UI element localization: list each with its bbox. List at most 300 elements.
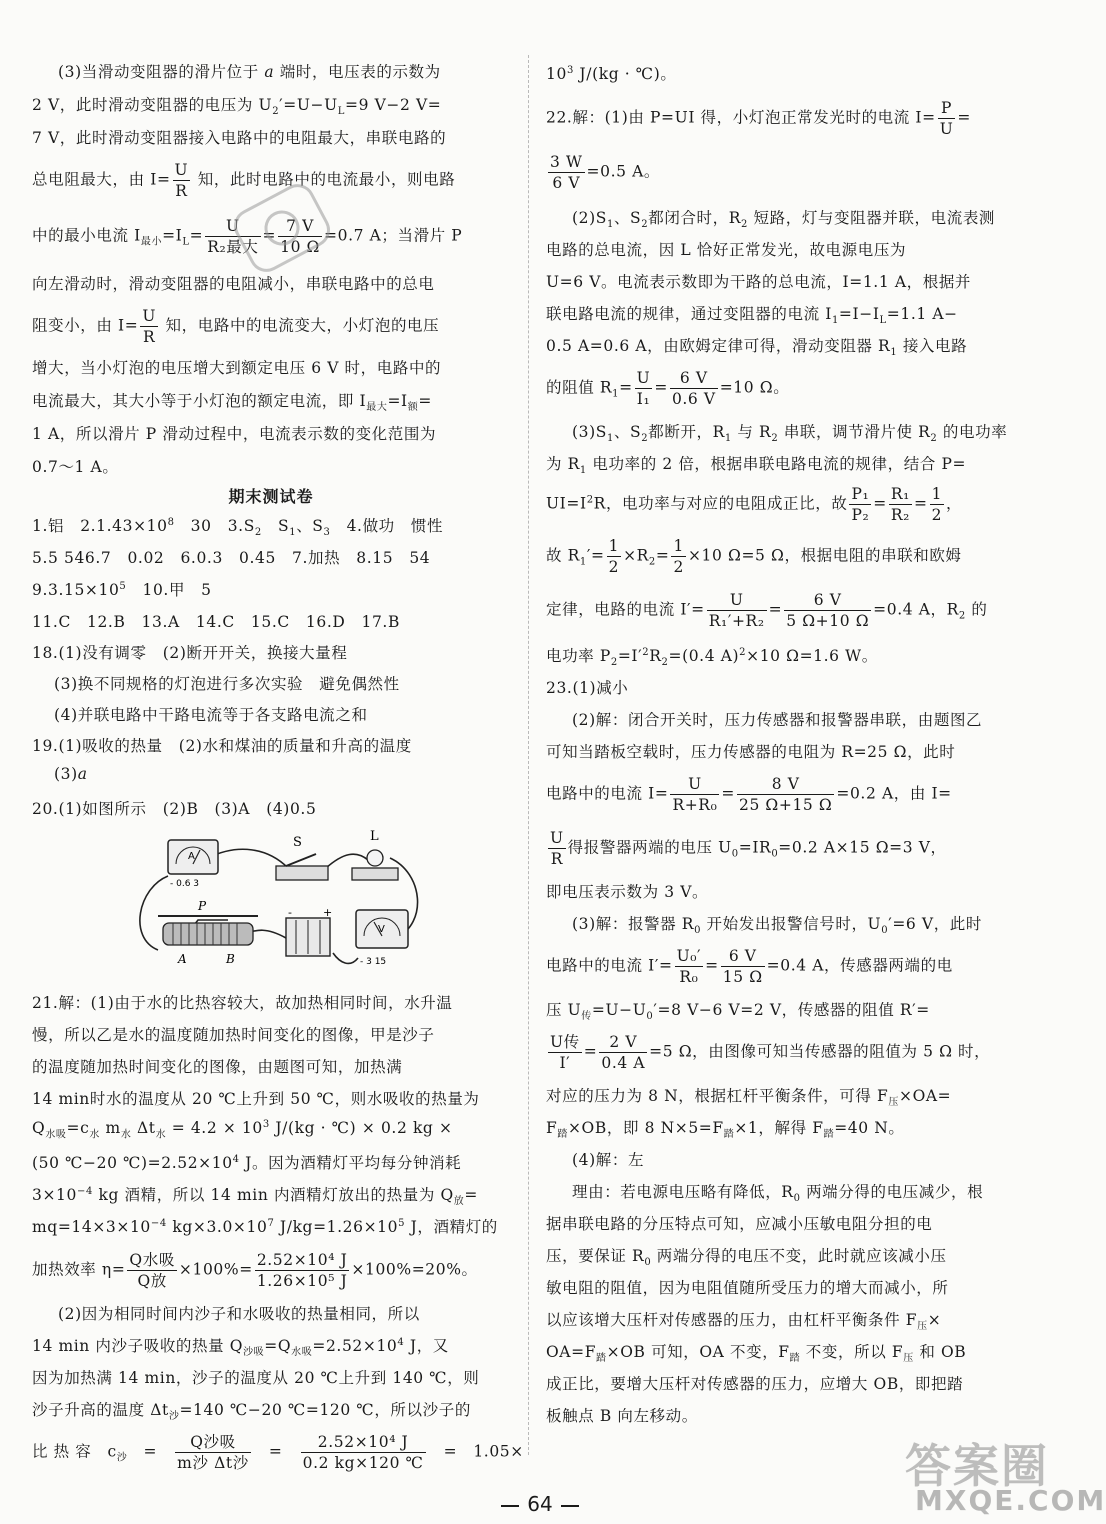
superscript: 5 [119,580,127,592]
text-run: 22.解：(1)由 P=UI 得，小灯泡正常发光时的电流 I= [546,108,936,127]
text-run: 都闭合时，R [648,209,742,227]
text-run: = [768,600,783,619]
italic-text: a [264,63,275,81]
text-run: =10 Ω。 [719,378,790,397]
fraction-numerator: 8 V [737,774,834,795]
column-divider [528,55,529,1455]
text-line [546,880,1046,902]
fraction-numerator: 6 V [721,946,765,967]
end-a-label: A [178,952,187,966]
text-run: UI=I [546,494,587,513]
fraction-numerator: 2.52×10⁴ J [256,1251,348,1269]
fraction [671,536,685,577]
subscript: 0 [731,848,739,860]
text-run: 比 热 容 c [32,1442,117,1461]
text-run: =0.4 A，R [873,600,959,619]
text-run: 30 3.S [174,517,255,535]
text-run: 0.7～1 A。 [32,458,119,476]
text-run: 10 [546,65,567,83]
fraction [707,590,767,631]
text-run: 慢，所以乙是水的温度随加热时间变化的图像，甲是沙子 [32,1026,435,1044]
fraction [255,1250,350,1291]
text-run: 沙子升高的温度 Δt [32,1401,169,1419]
subscript: 1 [289,527,297,539]
subscript: 水 [120,1129,132,1141]
fraction-numerator: 2.52×10⁴ J [301,1432,426,1453]
text-run: (3)换不同规格的灯泡进行多次实验 避免偶然性 [54,675,400,693]
text-run: =0.2 A，由 I= [836,784,952,803]
text-line [546,62,1046,84]
fraction-numerator: Q水吸 [129,1251,175,1269]
text-run: ×OB，即 8 N×5=F [567,1119,724,1137]
subscript: 水吸 [45,1129,67,1141]
text-run: = [127,1442,174,1461]
text-run: =I′ [617,647,643,665]
fraction [784,590,871,631]
fraction [548,1032,582,1073]
text-line [546,912,1072,936]
text-run: 、S [613,209,642,227]
text-line [546,1276,1046,1298]
fraction-denominator: 25 Ω+15 Ω [738,796,833,814]
fraction [175,1432,251,1473]
fraction-numerator: 2 V [599,1032,647,1053]
text-run: = 4.2 × 10 [166,1119,263,1138]
text-run: 定律，电路的电流 I′= [546,600,705,619]
text-run: 不变，所以 F [800,1343,904,1361]
fraction [607,536,621,577]
subscript: 沙 [116,1452,128,1464]
text-run: 电路的总电流，因 L 恰好正常发光，故电源电压为 [546,241,907,259]
end-b-label: B [226,952,235,966]
battery-icon [286,906,332,956]
text-run: 总电阻最大，由 I= [32,170,171,189]
text-run: 10.甲 5 [126,581,212,599]
subscript: 1 [831,315,839,327]
subscript: 2 [254,527,262,539]
subscript: 0 [771,848,779,860]
voltmeter-icon [356,910,408,967]
subscript: 水吸 [291,1347,313,1359]
fraction-denominator: P₂ [851,506,870,524]
text-run: =0.7 A；当滑片 P [324,226,463,245]
subscript: 踏 [723,1129,735,1141]
fraction [670,774,719,815]
text-run: 据串联电路的分压特点可知，应减小压敏电阻分担的电 [546,1215,933,1233]
text-run: 得报警器两端的电压 U [567,838,732,857]
section-heading [32,484,510,507]
fraction-denominator: 2 [673,558,684,576]
fraction [737,774,834,815]
text-line [32,389,510,413]
text-run: = [957,108,971,127]
text-run: 开始发出报警信号时，U [701,915,882,933]
text-line [32,455,510,477]
text-run: (4)解：左 [572,1151,645,1169]
fraction-numerator: 6 V [670,368,718,389]
text-run: 1 A，所以滑片 P 滑动过程中，电流表示数的变化范围为 [32,425,437,443]
text-run: 加热效率 η= [32,1260,126,1279]
text-run: 21.解：(1)由于水的比热容较大，故加热相同时间，水升温 [32,994,453,1012]
text-run: ′=8 V−6 V=2 V，传感器的阻值 R′= [653,1001,930,1019]
text-run: =I [387,392,408,410]
text-run: J，酒精灯的 [405,1218,498,1236]
text-run: 短路，灯与变阻器并联，电流表测 [748,209,996,227]
text-run: × [927,1311,942,1329]
text-line [546,1308,1046,1332]
superscript: 2 [642,646,650,658]
rheostat-icon [158,899,258,966]
text-line [32,703,532,725]
text-run: J/(kg · ℃)。 [573,65,677,83]
text-run: = [252,1442,299,1461]
text-run: 板触点 B 向左移动。 [546,1407,698,1425]
text-run: =0.4 A，传感器两端的电 [766,956,953,975]
fraction-denominator: 10 Ω [280,238,321,256]
fraction [889,484,912,525]
watermark-logo: 答案圈 [905,1439,1049,1493]
fraction-numerator: P [938,98,956,119]
fraction-denominator: 2 [931,506,943,524]
text-run: 因为加热满 14 min，沙子的温度从 20 ℃上升到 140 ℃，则 [32,1369,480,1387]
text-line [546,1212,1046,1234]
subscript: 2 [661,657,669,669]
text-run: 都断开，R [648,423,725,441]
fraction-denominator: R [175,182,188,200]
subscript: 1 [606,433,614,445]
fraction [721,946,765,987]
subscript: 1 [724,433,732,445]
text-run: (3)解：报警器 R [572,915,695,933]
text-run: =40 N。 [834,1119,905,1137]
fraction-numerator: 1 [608,537,620,555]
text-run: 电流最大，其大小等于小灯泡的额定电流，即 I [32,392,367,410]
text-run: 、S [296,517,324,535]
fraction [301,1432,426,1473]
switch-icon [276,835,328,880]
text-line [546,1340,1046,1364]
text-run: 的温度随加热时间变化的图像，由题图可知，加热满 [32,1058,403,1076]
subscript: 2 [771,433,779,445]
text-line [32,546,510,568]
text-run: 14 min时水的温度从 20 ℃上升到 50 ℃，则水吸收的热量为 [32,1090,480,1108]
subscript: 额 [407,402,419,414]
subscript: 2 [930,433,938,445]
fraction-denominator: R₀ [679,968,699,986]
text-run: Q [32,1119,46,1138]
subscript: 沙吸 [243,1347,265,1359]
superscript: 2 [586,494,594,506]
text-run: R，电功率与对应的电阻成正比，故 [593,494,848,513]
superscript: 2 [739,646,747,658]
text-line [32,306,510,347]
fraction-denominator: m沙 Δt沙 [177,1454,249,1472]
seal-logo [222,168,342,288]
text-run: 2 V，此时滑动变阻器的电压为 U [32,96,273,114]
subscript: 2 [958,610,966,622]
text-line [32,991,510,1013]
text-run: 可知当踏板空载时，压力传感器的电阻为 R=25 Ω，此时 [546,743,956,761]
text-line [32,60,536,82]
text-line [32,1151,510,1173]
text-line [32,126,510,148]
ammeter-icon [168,840,218,889]
subscript: 2 [610,657,618,669]
text-run: 和 OB [913,1343,967,1361]
fraction-denominator: 1.26×10⁵ J [256,1272,348,1290]
text-run: 电功率 P [546,647,611,665]
text-line [32,641,510,663]
text-run: (2)S [572,209,607,227]
text-line [546,1148,1072,1170]
text-run: ×10 Ω=1.6 W。 [746,647,878,665]
text-run: = [721,784,735,803]
fraction-numerator: U传 [550,1033,580,1051]
text-line [546,238,1046,260]
text-run: mq=14×3×10 [32,1218,151,1236]
text-run: kg 酒精，所以 14 min 内酒精灯放出的热量为 Q [92,1186,454,1204]
superscript: 4 [397,1336,405,1348]
fraction [599,1032,647,1073]
text-line [32,1432,524,1473]
text-run: 中的最小电流 I [32,226,141,245]
text-line [32,734,510,756]
voltmeter-terminals-label: - 3 15 [360,957,387,967]
text-run: (50 ℃−20 ℃)=2.52×10 [32,1154,233,1172]
subscript: 2 [648,556,656,568]
text-run: 4.做功 惯性 [330,517,444,535]
text-run: kg×3.0×10 [166,1218,268,1236]
text-run: =U−U [591,1001,647,1019]
subscript: 2 [641,219,649,231]
text-line [546,1032,1046,1073]
text-run: =1.1 A− [886,305,958,323]
subscript: 踏 [596,1353,607,1365]
text-run: ， [946,494,963,513]
slider-label: P [198,899,207,913]
fraction-denominator: R₂最大 [207,238,259,256]
circuit-figure [32,824,428,982]
fraction-numerator: 1 [673,537,684,555]
text-run: OA=F [546,1343,597,1361]
fraction-numerator: U [142,307,157,325]
text-run: 3×10 [32,1186,77,1204]
text-run: 与 R [731,423,772,441]
text-line [32,1334,510,1358]
text-run: ′= [586,546,605,565]
text-run: = [705,956,719,975]
fraction [548,152,585,193]
text-run: 理由：若电源电压略有降低，R [572,1183,794,1201]
text-run: 两端分得的电压不变，此时就应该减小压 [651,1247,947,1265]
fraction-denominator: 5 Ω+10 Ω [786,612,870,630]
fraction [140,306,158,347]
text-run: 为 R [546,455,580,473]
text-run: Δt [131,1119,156,1138]
text-run: ×100%=20%。 [351,1260,478,1279]
text-line [546,998,1046,1022]
text-run: U=6 V。电流表示数即为干路的总电流，I=1.1 A，根据并 [546,273,972,291]
fraction [670,368,718,409]
text-line [546,536,1046,577]
text-line [32,1183,510,1207]
text-run: 14 min 内沙子吸收的热量 Q [32,1337,244,1355]
text-run: ′=U−U [279,96,338,114]
text-run: 增大，当小灯泡的电压增大到额定电压 6 V 时，电路中的 [32,359,442,377]
subscript: 踏 [557,1129,568,1141]
text-line [546,1084,1046,1108]
subscript: 0 [646,1011,654,1023]
text-run: (3) [54,765,78,783]
fraction-denominator: R₁′+R₂ [708,612,765,630]
voltmeter-label: V [378,924,385,935]
fraction-numerator: U [174,161,189,179]
text-run: =c [66,1119,90,1138]
fraction-denominator: 15 Ω [722,968,763,986]
fraction [938,98,956,139]
text-run: 的 [965,600,988,619]
text-run: 20.(1)如图所示 (2)B (3)A (4)0.5 [32,800,317,818]
text-run: (4)并联电路中干路电流等于各支路电流之和 [54,706,368,724]
text-line [32,1398,510,1422]
text-line [546,452,1046,476]
text-line [32,514,510,538]
subscript: 1 [579,556,587,568]
battery-plus-label: + [323,906,333,919]
fraction-numerator: 6 V [784,590,871,611]
subscript: 最小 [140,236,163,248]
text-run: (3)当滑动变阻器的滑片位于 [58,63,265,81]
text-run: 电路中的电流 I′= [546,956,673,975]
fraction-denominator: I₁ [636,390,651,408]
subscript: 0 [793,1193,801,1205]
text-run: = [583,1042,598,1061]
text-line [32,1087,510,1109]
text-run: 23.(1)减小 [546,679,629,697]
text-run: 知，电路中的电流变大，小灯泡的电压 [160,316,440,335]
text-line [546,1372,1046,1394]
text-line [546,98,1046,139]
fraction-denominator: 6 V [552,174,581,192]
text-run: =0.5 A。 [586,162,660,181]
text-run: =5 Ω，由图像可知当传感器的阻值为 5 Ω 时， [649,1042,991,1061]
text-line [546,946,1046,987]
subscript: 压 [888,1097,899,1109]
text-run: 1.铝 2.1.43×10 [32,517,168,535]
text-run: =I [162,226,183,245]
text-run: 9.3.15×10 [32,581,120,599]
text-line [32,1023,510,1045]
fraction-numerator: U [636,369,651,387]
subscript: 0 [694,925,702,937]
fraction-denominator: R₂ [890,506,910,524]
text-run: 、S [613,423,642,441]
text-line [546,740,1046,762]
text-run: 压，要保证 R [546,1247,645,1265]
text-run: 端时，电压表的示数为 [274,63,441,81]
text-line [32,1119,510,1140]
subscript: 最大 [366,402,388,414]
ammeter-label: A [188,851,195,862]
fraction-numerator: U [550,829,564,847]
superscript: −4 [150,1217,167,1229]
text-run: 5.5 546.7 0.02 6.0.3 0.45 7.加热 8.15 54 [32,549,431,567]
text-run: = [654,378,668,397]
subscript: L [337,106,346,118]
text-run: ′=6 V，此时 [888,915,982,933]
text-run: 两端分得的电压减少，根 [800,1183,984,1201]
text-line [546,152,1046,193]
fraction-denominator: I′ [559,1054,571,1072]
superscript: 5 [398,1217,406,1229]
subscript: 2 [641,433,649,445]
subscript: 压 [903,1353,914,1365]
text-run: = 1.05× [427,1442,524,1461]
text-line [546,1244,1046,1268]
text-run: = [418,392,432,410]
text-run: =0.2 A×15 Ω=3 V， [778,838,947,857]
subscript: 压 [917,1321,928,1333]
italic-text: a [77,765,88,783]
text-line [32,356,510,378]
text-run: =Q [264,1337,292,1355]
text-run: =I−I [838,305,880,323]
text-run: 0.5 A=0.6 A，由欧姆定律可得，滑动变阻器 R [546,337,891,355]
text-line [32,578,510,600]
page-number: 64 [0,1492,1080,1516]
watermark-url: MXQE.COM [915,1484,1106,1517]
text-line [32,610,510,632]
subscript: 0 [644,1257,652,1269]
text-run: =9 V−2 V= [345,96,442,114]
fraction-denominator: R [143,328,156,346]
fraction-denominator: 0.4 A [601,1054,646,1072]
text-run: = [655,546,670,565]
text-line [546,644,1046,668]
superscript: 7 [267,1217,275,1229]
superscript: 4 [232,1153,240,1165]
subscript: 1 [612,388,620,400]
superscript: 3 [566,64,574,76]
text-run: m [100,1119,121,1138]
text-run: F [546,1119,558,1137]
text-line [546,1116,1046,1140]
text-run: 7 V，此时滑动变阻器接入电路中的电阻最大，串联电路的 [32,129,447,147]
text-run: ×1，解得 F [734,1119,824,1137]
text-run: 电功率的 2 倍，根据串联电路电流的规律，结合 P= [586,455,967,473]
text-line [546,1404,1046,1426]
fraction-denominator: R+R₀ [672,796,718,814]
text-run: (2)解：闭合开关时，压力传感器和报警器串联，由题图乙 [572,711,983,729]
fraction-numerator: U [205,216,260,237]
text-run: ×100%= [178,1260,253,1279]
subscript: 传 [581,1011,592,1023]
superscript: 3 [262,1119,270,1130]
subscript: 沙 [168,1411,180,1423]
text-run: 阻变小，由 I= [32,316,139,335]
subscript: 1 [890,347,898,359]
text-run: =IR [738,838,772,857]
text-run: J/kg=1.26×10 [274,1218,399,1236]
text-line [32,797,510,819]
text-line [546,206,1072,230]
text-run: = [913,494,928,513]
switch-label: S [293,835,302,850]
text-line [546,828,1046,869]
text-run: 知，此时电路中的电流最小，则电路 [192,170,456,189]
text-run: 期末测试卷 [228,487,314,506]
fraction [173,160,191,201]
